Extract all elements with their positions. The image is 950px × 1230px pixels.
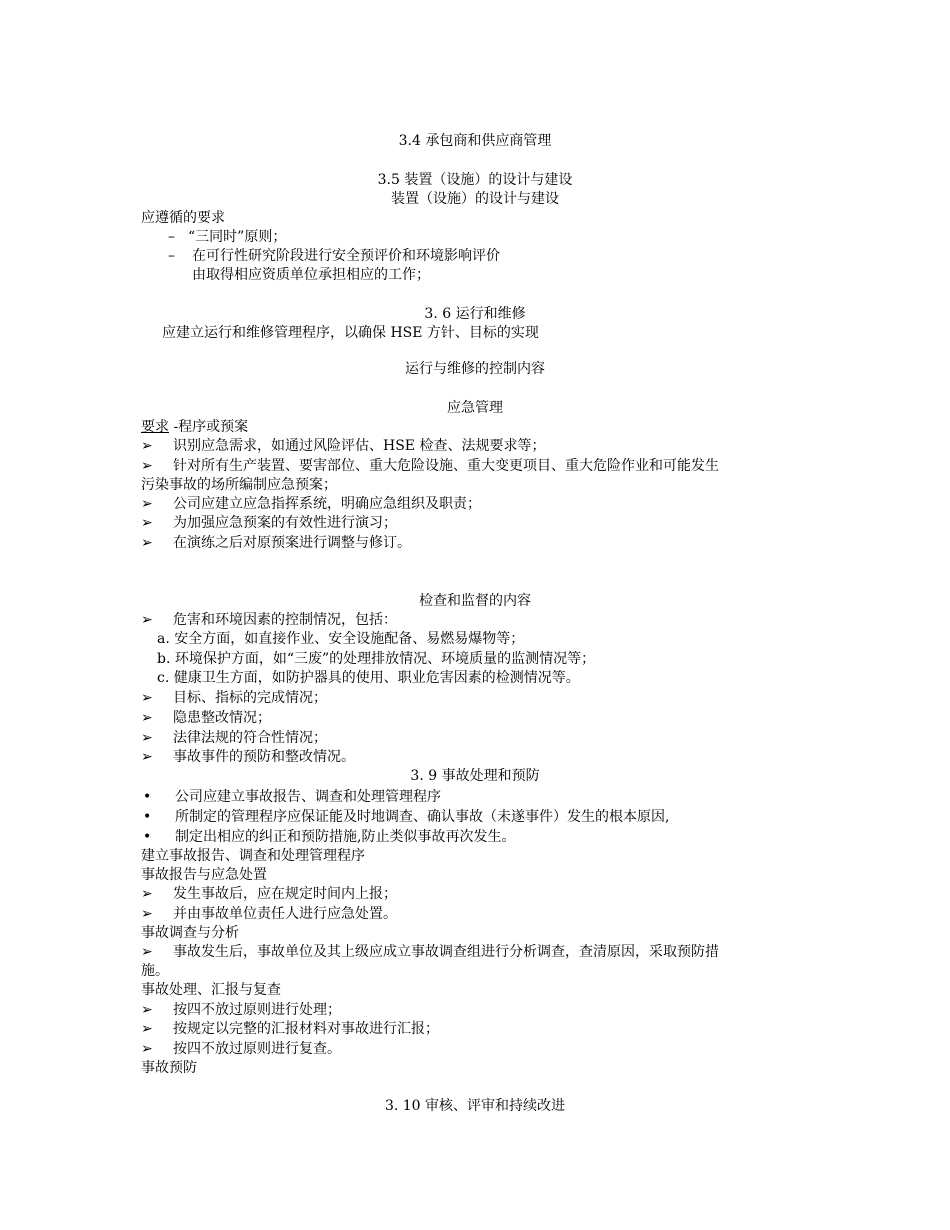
arrow-bullet-icon: ➢ (141, 886, 153, 902)
sub-item: c. 健康卫生方面，如防护器具的使用、职业危害因素的检测情况等。 (157, 670, 580, 686)
dot-bullet: • (143, 809, 152, 825)
list-item: 事故发生后，事故单位及其上级应成立事故调查组进行分析调查，查清原因，采取预防措 (173, 944, 719, 960)
section-title: 事故报告与应急处置 (141, 867, 267, 883)
ops-control-title: 运行与维修的控制内容 (405, 361, 545, 377)
list-item: 公司应建立事故报告、调查和处理管理程序 (175, 789, 441, 805)
list-item: 所制定的管理程序应保证能及时地调查、确认事故（未遂事件）发生的根本原因, (175, 809, 670, 825)
dot-bullet: • (143, 789, 152, 805)
dot-bullet: • (143, 829, 152, 845)
requirement-label: 要求 (141, 419, 169, 435)
list-item: 法律法规的符合性情况； (173, 730, 327, 746)
list-item: 制定出相应的纠正和预防措施,防止类似事故再次发生。 (175, 829, 516, 845)
arrow-bullet-icon: ➢ (141, 496, 153, 512)
heading-3-9: 3. 9 事故处理和预防 (410, 768, 540, 784)
list-item-continuation: 由取得相应资质单位承担相应的工作； (192, 267, 430, 283)
requirement-suffix: -程序或预案 (169, 419, 249, 435)
emergency-title: 应急管理 (447, 400, 503, 416)
section-title: 事故处理、汇报与复查 (141, 982, 281, 998)
arrow-bullet-icon: ➢ (141, 1021, 153, 1037)
paragraph: 应建立运行和维修管理程序，以确保 HSE 方针、目标的实现 (162, 325, 539, 341)
arrow-bullet-icon: ➢ (141, 1041, 153, 1057)
list-item: 为加强应急预案的有效性进行演习； (173, 515, 397, 531)
arrow-bullet-icon: ➢ (141, 749, 153, 765)
dash-bullet: – (168, 248, 175, 264)
list-item: 并由事故单位责任人进行应急处置。 (173, 906, 397, 922)
list-item: 识别应急需求，如通过风险评估、HSE 检查、法规要求等； (173, 438, 546, 454)
list-item: 目标、指标的完成情况； (173, 690, 327, 706)
list-item: 按四不放过原则进行复查。 (173, 1041, 341, 1057)
heading-3-4: 3.4 承包商和供应商管理 (398, 133, 552, 149)
list-item: 公司应建立应急指挥系统，明确应急组织及职责； (173, 496, 481, 512)
section-title: 事故预防 (141, 1060, 197, 1076)
requirements-title: 应遵循的要求 (141, 210, 225, 226)
arrow-bullet-icon: ➢ (141, 690, 153, 706)
heading-3-5: 3.5 装置（设施）的设计与建设 (377, 172, 573, 188)
arrow-bullet-icon: ➢ (141, 730, 153, 746)
dash-bullet: – (168, 229, 175, 245)
arrow-bullet-icon: ➢ (141, 458, 153, 474)
section-title: 建立事故报告、调查和处理管理程序 (141, 848, 365, 864)
sub-item: a. 安全方面，如直接作业、安全设施配备、易燃易爆物等； (157, 631, 525, 647)
list-item: 危害和环境因素的控制情况，包括： (173, 612, 397, 628)
arrow-bullet-icon: ➢ (141, 1002, 153, 1018)
heading-3-6: 3. 6 运行和维修 (424, 306, 526, 322)
list-item: 事故事件的预防和整改情况。 (173, 749, 355, 765)
arrow-bullet-icon: ➢ (141, 438, 153, 454)
list-item-continuation: 施。 (141, 963, 169, 979)
list-item: 发生事故后，应在规定时间内上报； (173, 886, 397, 902)
arrow-bullet-icon: ➢ (141, 535, 153, 551)
subheading-3-5: 装置（设施）的设计与建设 (391, 191, 559, 207)
list-item: 在可行性研究阶段进行安全预评价和环境影响评价 (192, 248, 500, 264)
arrow-bullet-icon: ➢ (141, 710, 153, 726)
sub-item: b. 环境保护方面，如“三废”的处理排放情况、环境质量的监测情况等； (157, 651, 596, 667)
heading-3-10: 3. 10 审核、评审和持续改进 (384, 1098, 566, 1114)
requirement-line (141, 418, 248, 437)
arrow-bullet-icon: ➢ (141, 612, 153, 628)
section-title: 事故调查与分析 (141, 925, 239, 941)
arrow-bullet-icon: ➢ (141, 906, 153, 922)
arrow-bullet-icon: ➢ (141, 515, 153, 531)
list-item: “三同时”原则； (188, 229, 287, 245)
list-item: 在演练之后对原预案进行调整与修订。 (173, 535, 411, 551)
list-item-continuation: 污染事故的场所编制应急预案； (141, 477, 337, 493)
list-item: 按规定以完整的汇报材料对事故进行汇报； (173, 1021, 439, 1037)
list-item: 按四不放过原则进行处理； (173, 1002, 341, 1018)
list-item: 隐患整改情况； (173, 710, 271, 726)
inspection-title: 检查和监督的内容 (419, 593, 531, 609)
arrow-bullet-icon: ➢ (141, 944, 153, 960)
list-item: 针对所有生产装置、要害部位、重大危险设施、重大变更项目、重大危险作业和可能发生 (173, 458, 719, 474)
